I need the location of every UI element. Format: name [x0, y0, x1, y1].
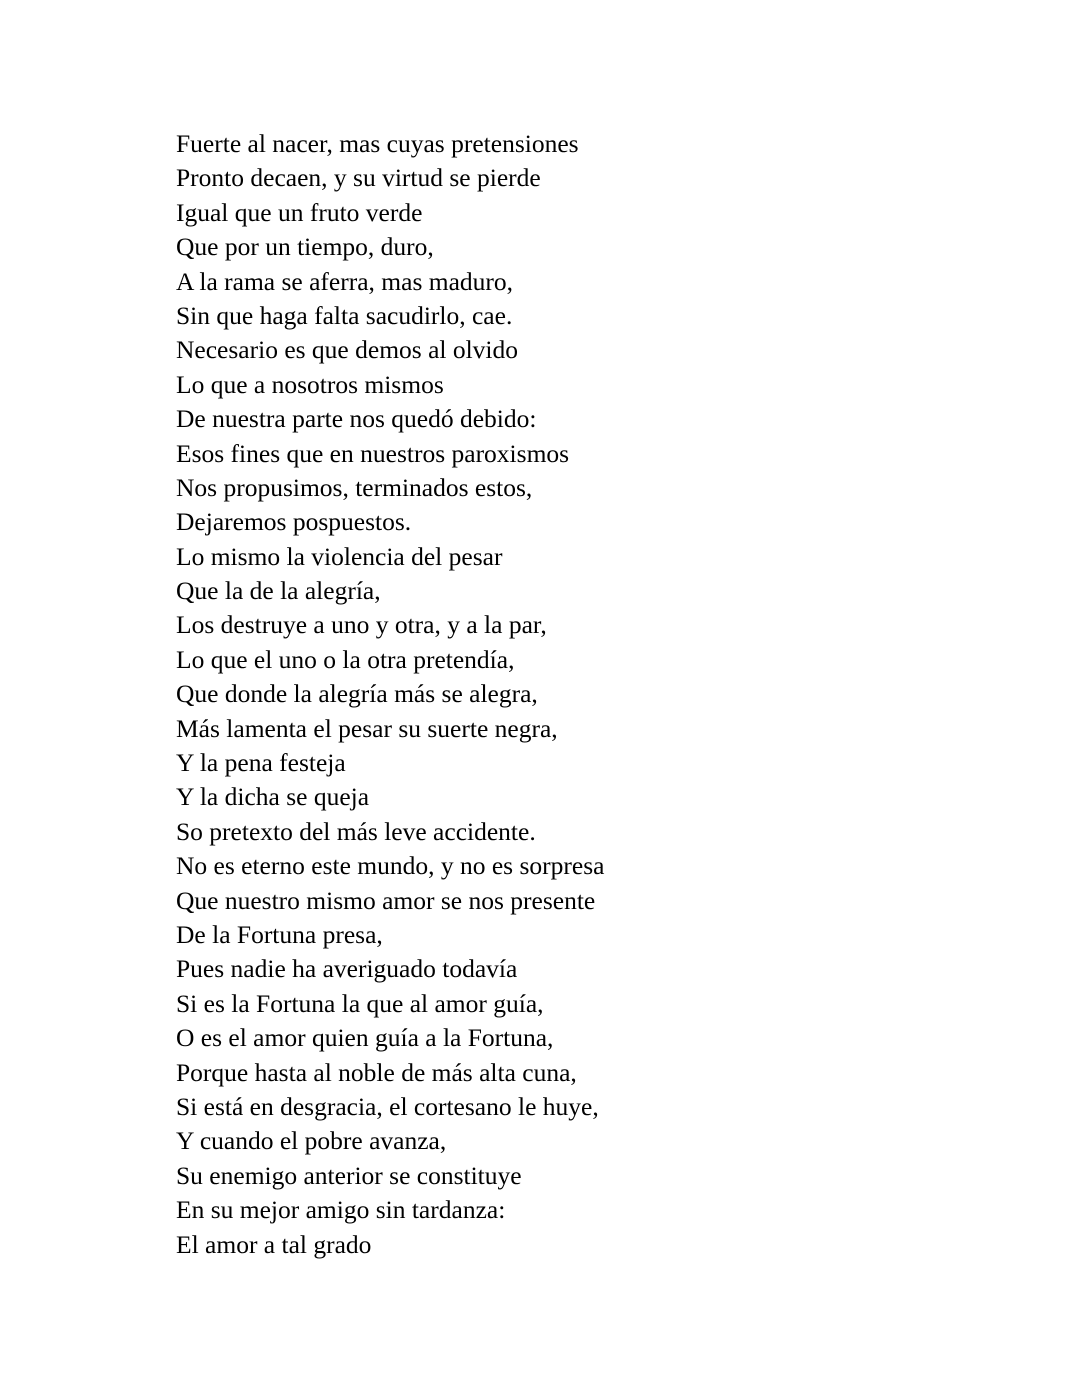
poem-line: Pronto decaen, y su virtud se pierde [176, 163, 541, 193]
poem-line: Lo mismo la violencia del pesar [176, 541, 503, 571]
poem-line: Igual que un fruto verde [176, 197, 423, 227]
poem-line: Y cuando el pobre avanza, [176, 1126, 447, 1156]
poem-line: Y la pena festeja [176, 748, 346, 778]
poem-line: Pues nadie ha averiguado todavía [176, 954, 518, 984]
poem-line: Necesario es que demos al olvido [176, 335, 519, 365]
poem-line: Porque hasta al noble de más alta cuna, [176, 1057, 577, 1087]
poem-line: Que por un tiempo, duro, [176, 232, 434, 262]
poem-line: Si es la Fortuna la que al amor guía, [176, 988, 544, 1018]
poem-line: De nuestra parte nos quedó debido: [176, 404, 537, 434]
poem-line: Fuerte al nacer, mas cuyas pretensiones [176, 129, 579, 158]
poem-line: Más lamenta el pesar su suerte negra, [176, 713, 558, 743]
poem-line: No es eterno este mundo, y no es sorpresa [176, 851, 605, 881]
poem-line: Esos fines que en nuestros paroxismos [176, 438, 570, 468]
poem-line: O es el amor quien guía a la Fortuna, [176, 1023, 554, 1053]
poem-line: Lo que el uno o la otra pretendía, [176, 644, 515, 674]
poem-text [176, 127, 604, 1262]
poem-line: Si está en desgracia, el cortesano le huye, [176, 1091, 599, 1121]
poem-line: De la Fortuna presa, [176, 919, 383, 949]
poem-line: Los destruye a uno y otra, y a la par, [176, 610, 547, 640]
poem-line: Sin que haga falta sacudirlo, cae. [176, 300, 513, 330]
poem-line: Que la de la alegría, [176, 576, 381, 606]
poem-line: Y la dicha se queja [176, 782, 370, 812]
poem-line: Dejaremos pospuestos. [176, 507, 412, 537]
poem-line: Nos propusimos, terminados estos, [176, 472, 533, 502]
poem-line: A la rama se aferra, mas maduro, [176, 266, 514, 296]
poem-line: Que donde la alegría más se alegra, [176, 679, 538, 709]
poem-line: En su mejor amigo sin tardanza: [176, 1195, 506, 1225]
poem-line: Que nuestro mismo amor se nos presente [176, 885, 596, 915]
poem-line: El amor a tal grado [176, 1229, 372, 1259]
poem-line: Su enemigo anterior se constituye [176, 1160, 522, 1190]
poem-line: Lo que a nosotros mismos [176, 369, 444, 399]
poem-line: So pretexto del más leve accidente. [176, 816, 536, 846]
